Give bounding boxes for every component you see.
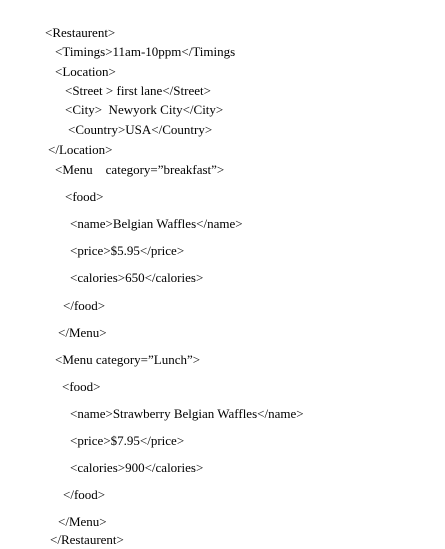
xml-line-name-1: <name>Belgian Waffles</name> [70,216,243,231]
xml-line-menu-close-2: </Menu> [58,514,107,529]
xml-line-location-open: <Location> [55,64,116,79]
xml-line-location-close: </Location> [48,142,113,157]
xml-line-menu-close-1: </Menu> [58,325,107,340]
xml-line-food-close-2: </food> [63,487,106,502]
xml-line-country: <Country>USA</Country> [68,122,213,137]
xml-line-price-2: <price>$7.95</price> [70,433,185,448]
xml-line-food-open-1: <food> [65,189,104,204]
xml-line-street: <Street > first lane</Street> [65,83,211,98]
xml-line-price-1: <price>$5.95</price> [70,243,185,258]
xml-line-menu-lunch: <Menu category=”Lunch”> [55,352,201,367]
xml-line-city: <City> Newyork City</City> [65,102,224,117]
xml-line-timings: <Timings>11am-10ppm</Timings [55,44,236,59]
xml-line-food-open-2: <food> [62,379,101,394]
xml-line-restaurent-open: <Restaurent> [45,25,116,40]
xml-line-food-close-1: </food> [63,298,106,313]
xml-line-calories-1: <calories>650</calories> [70,270,204,285]
xml-line-calories-2: <calories>900</calories> [70,460,204,475]
xml-line-restaurent-close: </Restaurent> [50,532,124,547]
xml-line-name-2: <name>Strawberry Belgian Waffles</name> [70,406,304,421]
xml-line-menu-breakfast: <Menu category=”breakfast”> [55,162,225,177]
